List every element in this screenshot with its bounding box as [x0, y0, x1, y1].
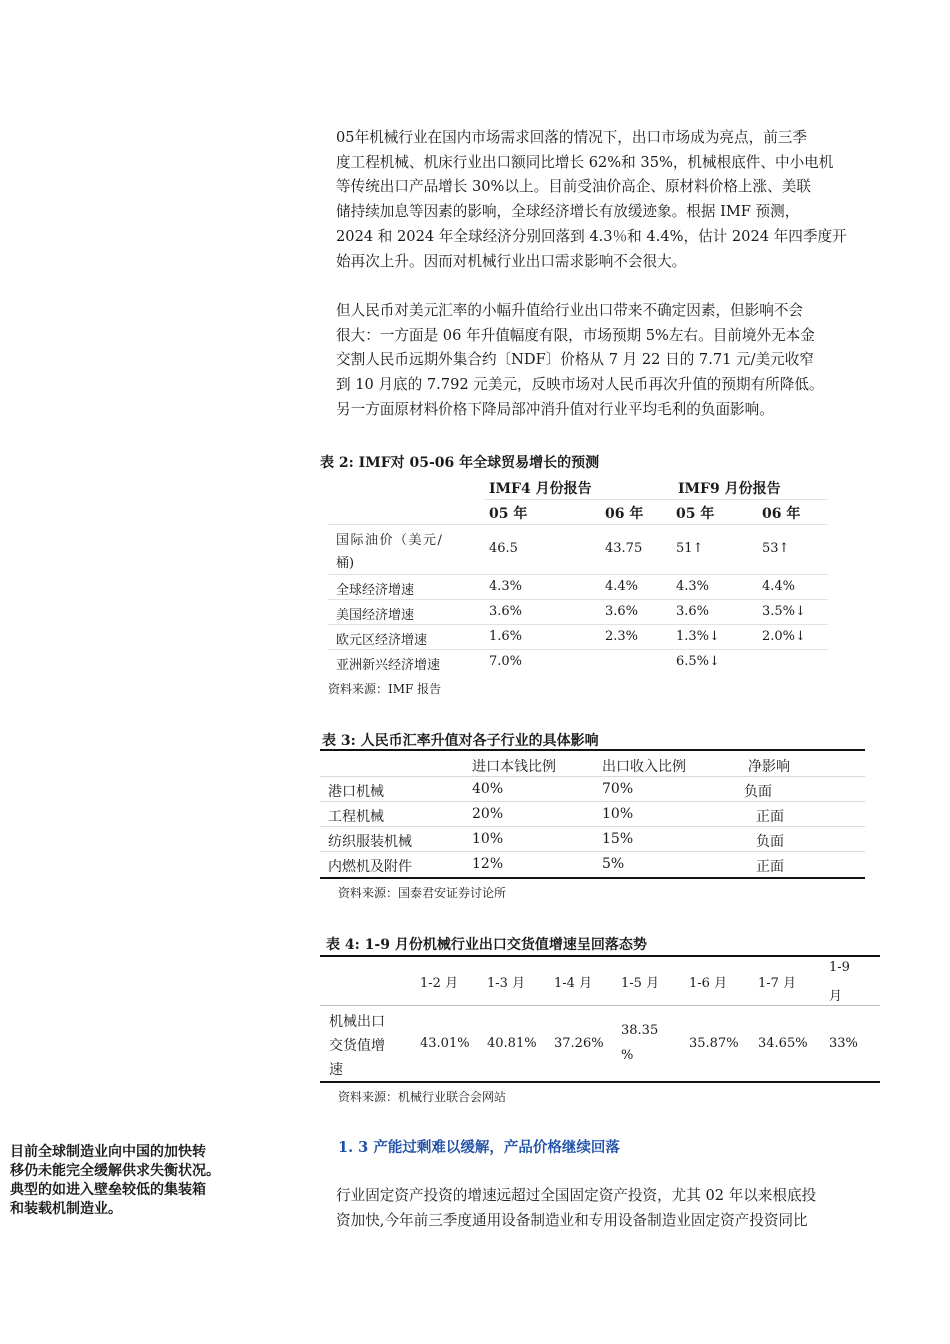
table-cell: 2.3% [605, 629, 639, 644]
text-line: 资加快,今年前三季度通用设备制造业和专用设备制造业固定资产投资同比 [336, 1211, 808, 1229]
text-line: 始再次上升。因而对机械行业出口需求影响不会很大。 [336, 252, 687, 270]
table-cell: % [621, 1048, 634, 1063]
table-cell: 46.5 [489, 541, 518, 556]
text-line: 另一方面原材料价格下降局部冲消升值对行业平均毛利的负面影响。 [336, 400, 774, 418]
table-4-source: 资料来源：机械行业联合会网站 [338, 1090, 507, 1104]
text-line: 移仍未能完全缓解供求失衡状况。 [10, 1163, 220, 1179]
table-cell: 负面 [756, 834, 784, 850]
table-cell: 正面 [756, 859, 784, 875]
table-cell: 4.4% [762, 579, 796, 594]
table-4-caption: 表 4: 1-9 月份机械行业出口交货值增速呈回落态势 [326, 937, 647, 953]
table-row-label: 工程机械 [328, 809, 384, 825]
table-2-subheader: 06 年 [605, 506, 644, 522]
table-2-caption: 表 2: IMF对 05-06 年全球贸易增长的预测 [320, 455, 600, 471]
table-cell: 3.5%↓ [762, 604, 806, 619]
table-3-caption: 表 3: 人民币汇率升值对各子行业的具体影响 [322, 733, 599, 749]
table-row-label: 交货值增 [329, 1038, 385, 1054]
table-cell: 40% [472, 781, 504, 797]
table-cell: 3.6% [605, 604, 639, 619]
table-2-group-header: IMF9 月份报告 [678, 481, 781, 497]
table-row-label: 机械出口 [329, 1014, 385, 1030]
table-cell: 2.0%↓ [762, 629, 806, 644]
table-cell: 12% [472, 856, 504, 872]
table-4-header: 1-2 月 [420, 976, 459, 991]
table-cell: 7.0% [489, 654, 523, 669]
table-rule [328, 624, 828, 625]
table-4-header: 1-9 [829, 960, 850, 975]
text-line: 但人民币对美元汇率的小幅升值给行业出口带来不确定因素，但影响不会 [336, 302, 804, 319]
table-row-label: 全球经济增速 [336, 583, 415, 598]
table-row-label: 亚洲新兴经济增速 [336, 658, 441, 673]
text-line: 等传统出口产品增长 30%以上。目前受油价高企、原材料价格上涨、美联 [336, 178, 811, 196]
table-cell: 15% [602, 831, 634, 847]
table-row-label: 港口机械 [328, 784, 384, 800]
table-cell: 10% [472, 831, 504, 847]
table-row-label: 桶) [336, 556, 355, 571]
table-3-header: 进口本钱比例 [472, 759, 556, 775]
table-4-header: 1-5 月 [621, 976, 660, 991]
paragraph-overcapacity [336, 1184, 892, 1233]
table-4-header: 1-4 月 [554, 976, 593, 991]
table-cell: 4.3% [676, 579, 710, 594]
table-rule [328, 524, 828, 525]
table-cell: 1.6% [489, 629, 523, 644]
table-cell: 4.3% [489, 579, 523, 594]
text-line: 05年机械行业在国内市场需求回落的情况下，出口市场成为亮点，前三季 [336, 129, 807, 146]
table-cell: 40.81% [487, 1036, 537, 1051]
text-line: 很大：一方面是 06 年升值幅度有限，市场预期 5%左右。目前境外无本金 [336, 326, 815, 344]
table-rule-bottom [320, 877, 865, 879]
text-line: 2024 和 2024 年全球经济分别回落到 4.3％和 4.4%，估计 2024 年四季度开 [336, 227, 847, 245]
table-rule [484, 499, 828, 500]
paragraph-export-outlook [336, 126, 892, 274]
table-3-source: 资料来源：国泰君安证券讨论所 [338, 886, 507, 900]
table-cell: 负面 [744, 784, 772, 800]
table-rule [328, 649, 828, 650]
table-cell: 51↑ [676, 541, 704, 556]
table-cell: 38.35 [621, 1023, 659, 1038]
table-rule-top [320, 955, 880, 957]
table-3-header: 出口收入比例 [602, 759, 686, 775]
table-rule-bottom [320, 1081, 880, 1083]
text-line: 行业固定资产投资的增速远超过全国固定资产投资，尤其 02 年以来根底投 [336, 1187, 817, 1204]
table-rule [328, 574, 828, 575]
table-2-subheader: 06 年 [762, 506, 801, 522]
text-line: 目前全球制造业向中国的加快转 [10, 1144, 206, 1160]
table-row-label: 国际油价（美元/ [336, 533, 444, 548]
table-2-group-header: IMF4 月份报告 [489, 481, 592, 497]
table-rule [320, 776, 865, 777]
table-row-label: 欧元区经济增速 [336, 633, 428, 648]
text-line: 度工程机械、机床行业出口额同比增长 62%和 35%，机械根底件、中小电机 [336, 153, 834, 171]
table-row-label: 内燃机及附件 [328, 859, 412, 875]
table-cell: 20% [472, 806, 504, 822]
table-cell: 正面 [756, 809, 784, 825]
table-cell: 35.87% [689, 1036, 739, 1051]
table-cell: 10% [602, 806, 634, 822]
table-rule [320, 851, 865, 852]
text-line: 储持续加息等因素的影响，全球经济增长有放缓迹象。根据 IMF 预测， [336, 203, 800, 221]
table-cell: 43.75 [605, 541, 643, 556]
table-cell: 34.65% [758, 1036, 808, 1051]
table-cell: 70% [602, 781, 634, 797]
table-cell: 6.5%↓ [676, 654, 720, 669]
table-cell: 5% [602, 856, 625, 872]
table-3-header: 净影响 [748, 759, 790, 775]
table-rule [320, 826, 865, 827]
table-rule [328, 599, 828, 600]
table-4-header: 1-3 月 [487, 976, 526, 991]
text-line: 典型的如进入壁垒较低的集装箱 [10, 1182, 206, 1198]
table-row-label: 美国经济增速 [336, 608, 415, 623]
paragraph-rmb-appreciation [336, 299, 892, 423]
table-cell: 37.26% [554, 1036, 604, 1051]
sidebar-note [10, 1143, 280, 1219]
table-2-subheader: 05 年 [489, 506, 528, 522]
table-row-label: 纺织服装机械 [328, 834, 412, 850]
table-2-subheader: 05 年 [676, 506, 715, 522]
table-rule-top [320, 749, 865, 751]
section-heading: 1. 3 产能过剩难以缓解，产品价格继续回落 [338, 1139, 620, 1156]
table-cell: 53↑ [762, 541, 790, 556]
text-line: 交割人民币远期外集合约〔NDF〕价格从 7 月 22 日的 7.71 元/美元收窄 [336, 351, 814, 369]
text-line: 和装载机制造业。 [10, 1201, 122, 1217]
text-line: 到 10 月底的 7.792 元美元，反映市场对人民币再次升值的预期有所降低。 [336, 376, 824, 394]
table-2-source: 资料来源：IMF 报告 [328, 682, 442, 696]
table-row-label: 速 [329, 1062, 343, 1078]
table-4-header: 1-7 月 [758, 976, 797, 991]
table-rule [320, 801, 865, 802]
table-cell: 4.4% [605, 579, 639, 594]
table-4-header: 1-6 月 [689, 976, 728, 991]
table-cell: 3.6% [489, 604, 523, 619]
table-cell: 3.6% [676, 604, 710, 619]
table-cell: 43.01% [420, 1036, 470, 1051]
table-rule [320, 1005, 880, 1006]
table-cell: 33% [829, 1036, 858, 1051]
table-cell: 1.3%↓ [676, 629, 720, 644]
table-4-header: 月 [829, 989, 843, 1004]
